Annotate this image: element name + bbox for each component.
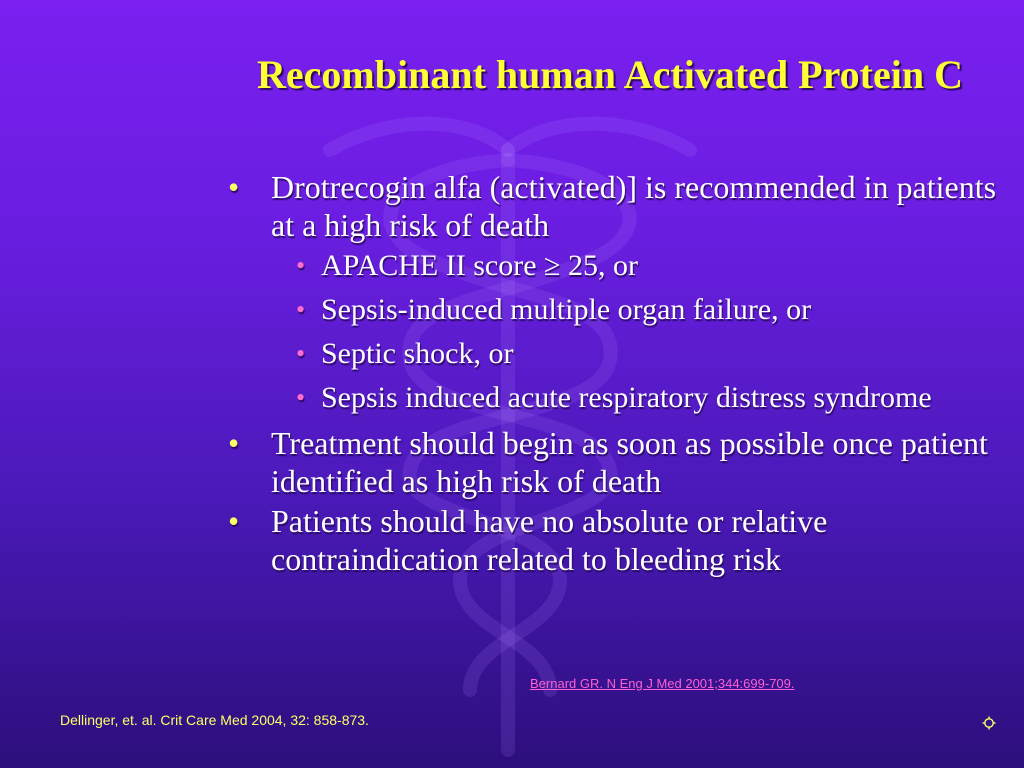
sub-bullet-text: Sepsis induced acute respiratory distress syndrome <box>321 381 932 414</box>
sub-bullet-icon: • <box>296 251 306 280</box>
bullet-text: Treatment should begin as soon as possible once patient identified as high risk of death <box>271 425 988 499</box>
citation-text: Dellinger, et. al. Crit Care Med 2004, 32: 858-873. <box>60 712 369 728</box>
bullet-list <box>224 168 1014 580</box>
bullet-icon: • <box>228 425 240 461</box>
bullet-item-3 <box>224 502 1014 578</box>
sub-bullet-item <box>224 336 1014 371</box>
bullet-icon: • <box>228 503 240 539</box>
sub-bullet-item <box>224 380 1014 415</box>
bullet-item-1 <box>224 168 1014 244</box>
sub-bullet-item <box>224 292 1014 327</box>
reference-link[interactable]: Bernard GR. N Eng J Med 2001;344:699-709. <box>530 676 795 691</box>
bullet-text: Patients should have no absolute or relative contraindication related to bleeding risk <box>271 503 828 577</box>
bullet-text: Drotrecogin alfa (activated)] is recommended in patients at a high risk of death <box>271 169 997 243</box>
bullet-icon: • <box>228 169 240 205</box>
bullet-item-2 <box>224 424 1014 500</box>
gear-icon[interactable] <box>982 716 996 730</box>
slide-title: Recombinant human Activated Protein C <box>257 52 963 97</box>
sub-bullet-text: Sepsis-induced multiple organ failure, or <box>321 293 812 326</box>
sub-bullet-icon: • <box>296 295 306 324</box>
sub-bullet-text: APACHE II score ≥ 25, or <box>321 249 638 282</box>
sub-bullet-text: Septic shock, or <box>321 337 514 370</box>
sub-bullet-icon: • <box>296 339 306 368</box>
sub-bullet-icon: • <box>296 383 306 412</box>
sub-bullet-item <box>224 248 1014 283</box>
sub-bullet-list <box>224 248 1014 415</box>
